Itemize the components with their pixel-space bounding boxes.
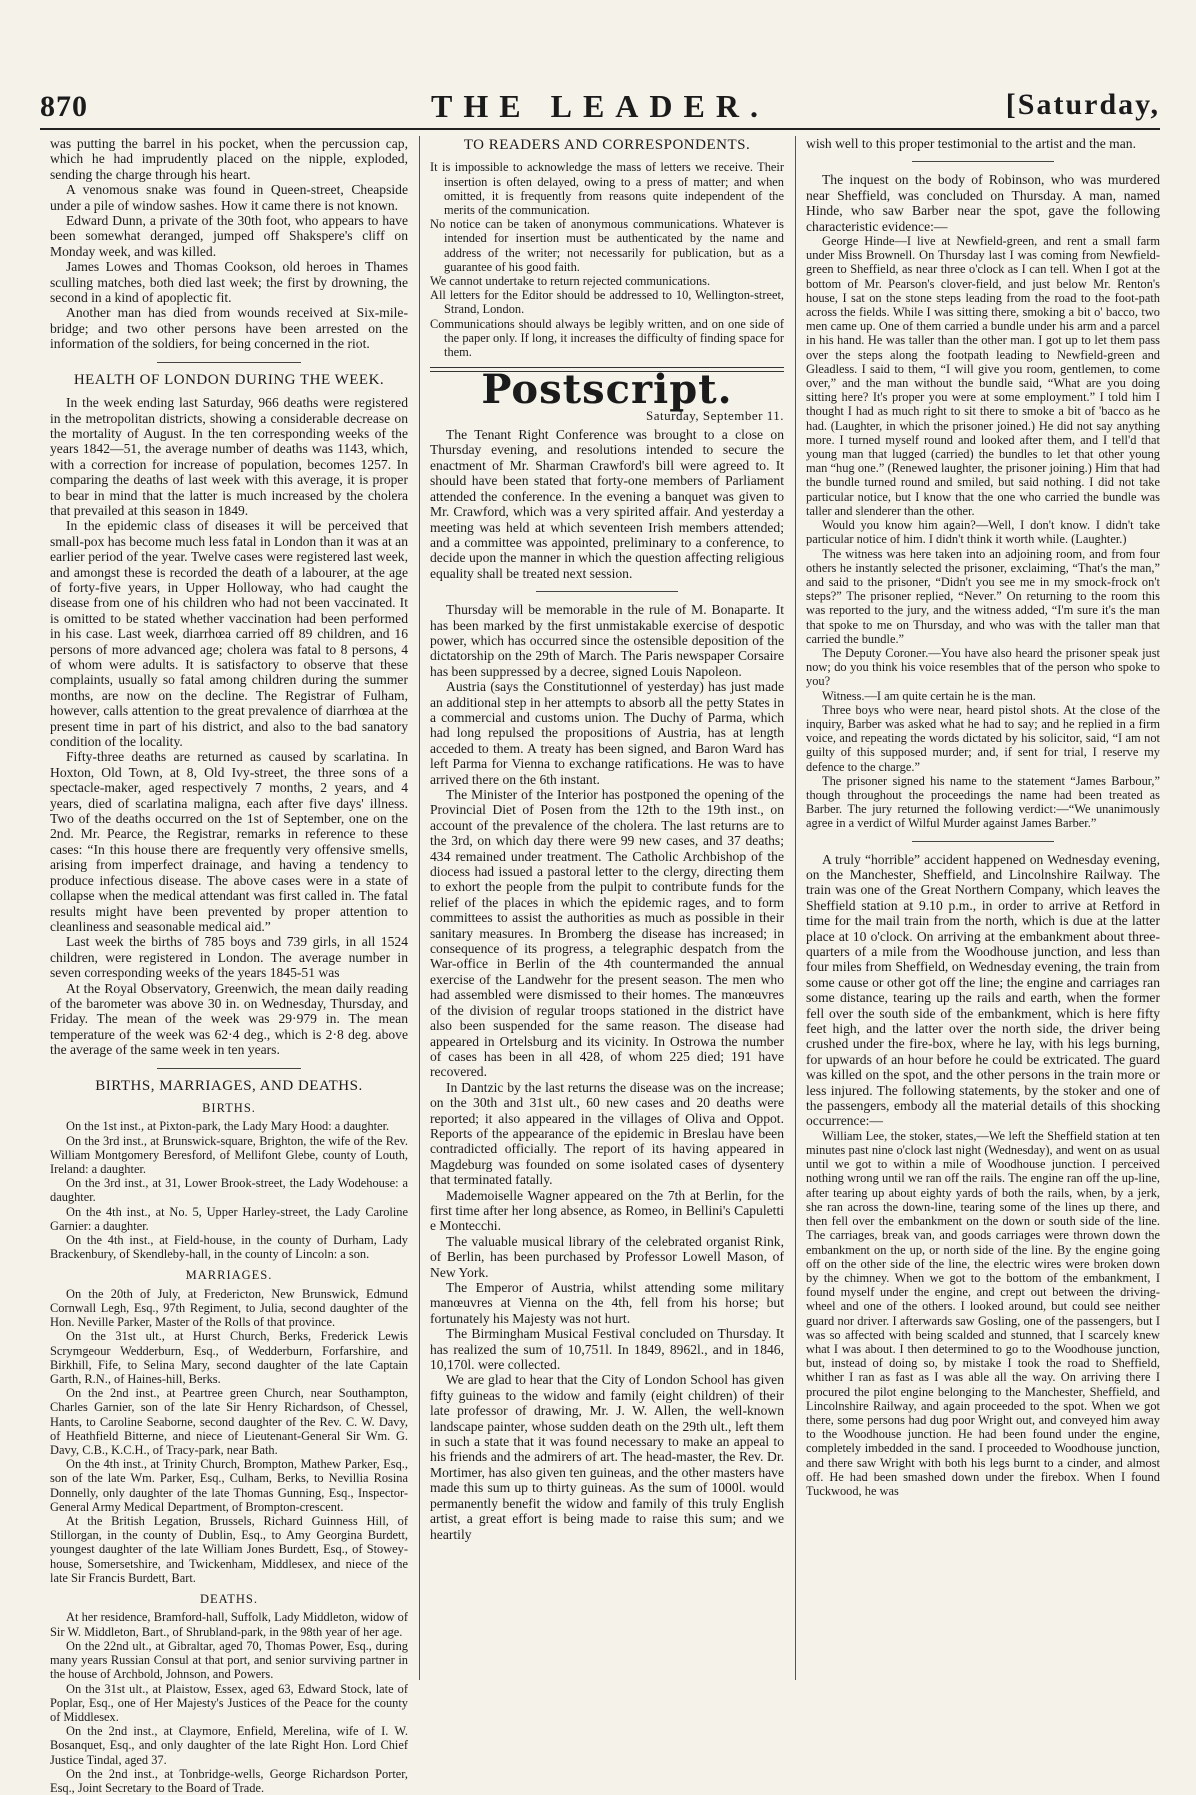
paragraph: A truly “horrible” accident happened on Wednesday evening, on the Manchester, Sheffield, and Lincolnshire Railway. The train was one of the Great Northern Company, which leaves the Sheffield station at 9.10 p.m., in order to arrive at Retford in time for the mail train from the north, which is due at the latter place at 10 o'clock. On arriving at the embankment about three-quarters of a mile from the Woodhouse junction, and less than four miles from Sheffield, on Wednesday evening, the train from some cause or other got off the line; the engine and carriages ran some distance, tearing up the rails and earth, when the former fell over the south side of the embankment, which is here fifty feet high, and the latter over the north side, the driver being crushed under the fire-box, where he lay, with his legs burning, for upwards of an hour before he could be extricated. The guard was killed on the spot, and the other persons in the train more or less injured. The following statements, by the stoker and one of the passengers, embody all the material details of this shocking occurrence:—	[806, 851, 1160, 1129]
column-divider	[795, 136, 796, 1680]
paragraph: Last week the births of 785 boys and 739 girls, in all 1524 children, were registered in London. The average number in seven corresponding weeks of the years 1845-51 was	[50, 934, 408, 981]
paragraph: Mademoiselle Wagner appeared on the 7th at Berlin, for the first time after her long absence, as Romeo, in Bellini's Capuletti e Montecchi.	[430, 1187, 784, 1234]
masthead	[40, 88, 1160, 128]
paragraph: Witness.—I am quite certain he is the man.	[822, 688, 1036, 703]
notice-item: No notice can be taken of anonymous communications. Whatever is intended for insertion must be authenticated by the name and address of the writer; not necessarily for publication, but as a guarantee of his good faith.	[430, 217, 784, 274]
section-divider	[912, 841, 1054, 842]
section-heading: TO READERS AND CORRESPONDENTS.	[463, 137, 751, 153]
paragraph: Thursday will be memorable in the rule of M. Bonaparte. It has been marked by the first unmistakable exercise of despotic power, which has occurred since the ostensible deposition of the dictatorship on the 29th of March. The Paris newspaper Corsaire has been suppressed by a decree, signed Louis Napoleon.	[430, 602, 784, 679]
paragraph: We are glad to hear that the City of London School has given fifty guineas to the widow and family (eight children) of their late professor of drawing, Mr. J. W. Allen, the well-known landscape painter, whose sudden death on the 29th ult., left them in such a state that it was found necessary to make an appeal to his friends and the admirers of art. The head-master, the Rev. Dr. Mortimer, has also given ten guineas, and the other masters have made this sum up to thirty guineas. As the sum of 1000l. would permanently benefit the widow and family of this truly English artist, a great effort is being made to raise this sum; and we heartily	[430, 1372, 784, 1542]
notice-item: All letters for the Editor should be addressed to 10, Wellington-street, Strand, London.	[430, 288, 784, 317]
column-1	[50, 136, 408, 1795]
notice-item: On the 31st ult., at Hurst Church, Berks, Frederick Lewis Scrymgeour Wedderburn, Esq., of Wedderburn, Forfarshire, and Birkhill, Fife, to Selina Mary, second daughter of the late Captain Garth, R.N., of Haines-hill, Berks.	[50, 1329, 408, 1387]
notice-item: On the 1st inst., at Pixton-park, the Lady Mary Hood: a daughter.	[66, 1119, 390, 1134]
paragraph: Another man has died from wounds received at Six-mile-bridge; and two other persons have been arrested on the information of the soldiers, for being concerned in the riot.	[50, 305, 408, 352]
newspaper-title: THE LEADER.	[431, 88, 769, 124]
paragraph: Three boys who were near, heard pistol shots. At the close of the inquiry, Barber was asked what he had to say; and he replied in a firm voice, and repeating the words dictated by his solicitor, said, “I am not guilty of this supposed murder; and, if sent for trial, I reserve my defence to the charge.”	[806, 702, 1160, 774]
notice-item: On the 4th inst., at Field-house, in the county of Durham, Lady Brackenbury, of Skendleby-hall, in the county of Lincoln: a son.	[50, 1233, 408, 1262]
sub-heading: MARRIAGES.	[185, 1268, 273, 1283]
paragraph: William Lee, the stoker, states,—We left the Sheffield station at ten minutes past nine o'clock last night (Wednesday), and went on as usual until we got to within a mile of Woodhouse junction. I perceived nothing wrong until we ran off the rails. The engine ran off the up-line, after tearing up about eighty yards of both the rails, when, by a jerk, she ran across the down-line, tearing some of the lines up there, and then fell over the embankment on the down or south side of the line. The carriages, break van, and goods carriages were thrown down the embankment on the up, or north side of the line. By the engine going off on the other side of the line, the electric wires were broken down by the chimney. When we got to the bottom of the embankment, I found myself under the engine, and crept out between the driving-wheel and one of the others. I looked around, but could see neither guard nor driver. I afterwards saw Gosling, one of the passengers, but I was so affected with being scalded and stunned, that I scarcely knew what I was about. I then determined to go to the Woodhouse junction, but, instead of doing so, by mistake I took the road to Sheffield, whither I ran as fast as I was able all the way. On arriving there I procured the pilot engine belonging to the Manchester, Sheffield, and Lincolnshire Railway, and again proceeded to the spot. When we got there, some persons had dug poor Wright out, and conveyed him away to the Woodhouse junction. He had been found under the engine, completely imbedded in the sand. I proceeded to Woodhouse junction, and there saw Wright with both his legs burnt to a cinder, and almost off. He had been smashed down under the firebox. When I found Tuckwood, he was	[806, 1128, 1160, 1498]
paragraph: The inquest on the body of Robinson, who was murdered near Sheffield, was concluded on Thursday. A man, named Hinde, who saw Barber near the spot, gave the following characteristic evidence:—	[806, 172, 1160, 234]
section-heading: BIRTHS, MARRIAGES, AND DEATHS.	[95, 1077, 363, 1094]
section-divider	[536, 591, 678, 592]
paragraph: Fifty-three deaths are returned as caused by scarlatina. In Hoxton, Old Town, at 8, Old Ivy-street, the three sons of a spectacle-maker, aged respectively 7 months, 2 years, and 4 years, died of scarlatina maligna, each after five days' illness. Two of the deaths occurred on the 1st of September, one on the 2nd. Mr. Pearce, the Registrar, remarks in reference to these cases: “In this house there are frequently very offensive smells, arising from imperfect drainage, and having a tendency to produce infectious disease. The above cases were in a state of collapse when the medical attendant was first called in. The fatal results might have been prevented by proper attention to cleanliness and seasonable medical aid.”	[50, 749, 408, 934]
paragraph: In the week ending last Saturday, 966 deaths were registered in the metropolitan districts, showing a considerable decrease on the mortality of August. In the ten corresponding weeks of the years 1842—51, the average number of deaths was 1143, which, with a correction for increase of population, becomes 1257. In comparing the deaths of last week with this average, it is proper to bear in mind that the latter is much increased by the cholera that prevailed at this season in 1849.	[50, 395, 408, 518]
section-heading: HEALTH OF LONDON DURING THE WEEK.	[73, 371, 385, 388]
sub-heading: DEATHS.	[199, 1592, 259, 1607]
notice-item: On the 22nd ult., at Gibraltar, aged 70, Thomas Power, Esq., during many years Russian Consul at that port, and senior surviving partner in the house of Archbold, Johnson, and Powers.	[50, 1638, 408, 1682]
section-divider	[912, 161, 1054, 162]
paragraph: James Lowes and Thomas Cookson, old heroes in Thames sculling matches, both died last week; the first by drowning, the second in a kind of apoplectic fit.	[50, 259, 408, 306]
paragraph: The Emperor of Austria, whilst attending some military manœuvres at Vienna on the 4th, fell from his horse; but fortunately his Majesty was not hurt.	[430, 1280, 784, 1326]
header-rule	[40, 128, 1160, 130]
notice-item: It is impossible to acknowledge the mass of letters we receive. Their insertion is often delayed, owing to a press of matter; and when omitted, it is frequently from reasons quite independent of the merits of the communication.	[430, 160, 784, 218]
postscript-title: Postscript.	[481, 366, 733, 414]
notice-item: On the 20th of July, at Fredericton, New Brunswick, Edmund Cornwall Legh, Esq., 97th Regiment, to Julia, second daughter of the Hon. Neville Parker, Master of the Rolls of that province.	[50, 1286, 408, 1330]
column-3	[806, 136, 1160, 1680]
section-divider	[157, 1068, 300, 1069]
notice-item: On the 4th inst., at Trinity Church, Brompton, Mathew Parker, Esq., son of the late Wm. Parker, Esq., Culham, Berks, to Nevillia Rosina Donnelly, only daughter of the late Thomas Gunning, Esq., Inspector-General Army Medical Department, of Brompton-crescent.	[50, 1457, 408, 1514]
paragraph: Edward Dunn, a private of the 30th foot, who appears to have been somewhat deranged, jumped off Shakspere's cliff on Monday week, and was killed.	[50, 213, 408, 259]
column-2	[430, 136, 784, 1680]
notice-item: At her residence, Bramford-hall, Suffolk, Lady Middleton, widow of Sir W. Middleton, Bart., of Shrubland-park, in the 98th year of her age.	[50, 1610, 408, 1639]
section-divider	[157, 362, 300, 363]
notice-item: Communications should always be legibly written, and on one side of the paper only. If long, it increases the difficulty of finding space for them.	[430, 316, 784, 360]
notice-item: On the 2nd inst., at Peartree green Church, near Southampton, Charles Garnier, son of the late Sir Henry Richardson, of Chessel, Hants, to Caroline Seaborne, second daughter of the Rev. C. W. Davy, of Heathfield Bitterne, and niece of Lieutenant-General Sir Wm. G. Davy, C.B., K.C.H., of Tracy-park, near Bath.	[50, 1386, 408, 1458]
paragraph: was putting the barrel in his pocket, when the percussion cap, which he had imprudently placed on the nipple, exploded, sending the charge through his heart.	[50, 136, 408, 182]
paragraph: The Birmingham Musical Festival concluded on Thursday. It has realized the sum of 10,751l. In 1849, 8962l., and in 1846, 10,170l. were collected.	[430, 1326, 784, 1373]
issue-day: [Saturday,	[1005, 88, 1160, 121]
paragraph: The Minister of the Interior has postponed the opening of the Provincial Diet of Posen from the 12th to the 19th inst., on account of the prevalence of the cholera. The last returns are to the 3rd, on which day there were 99 new cases, and 37 deaths; 434 remained under treatment. The Catholic Archbishop of the diocess had issued a pastoral letter to the clergy, directing them to exhort the people from the pulpit to contribute funds for the relief of the places in which the epidemic rages, and to form committees to assist the authorities as much as possible in their sanitary measures. In Bromberg the disease has increased; in consequence of its progress, a telegraphic despatch from the War-office in Berlin of the 4th countermanded the annual exercise of the Landwehr for the present season. The men who had assembled were dismissed to their homes. The manœuvres of the division of regular troops stationed in the district have also been suspended for the same reason. The disease had appeared in Ortelsburg and its vicinity. In Ostrowa the number of cases has been in all 428, of whom 225 died; 191 have recovered.	[430, 787, 784, 1080]
paragraph: Austria (says the Constitutionnel of yesterday) has just made an additional step in her attempts to absorb all the petty States in a commercial and customs union. The Duchy of Parma, which had long repulsed the propositions of Austria, has at length acceded to them. A treaty has been signed, and Baron Ward has left Parma for Vienna to exchange ratifications. He was to have arrived there on the 6th instant.	[430, 679, 784, 787]
notice-item: At the British Legation, Brussels, Richard Guinness Hill, of Stillorgan, in the county of Dublin, Esq., to Amy Georgina Burdett, youngest daughter of the late William Jones Burdett, Esq., of Stowey-house, Somersetshire, and Twickenham, Middlesex, and niece of the late Sir Francis Burdett, Bart.	[50, 1514, 408, 1585]
column-divider	[419, 136, 420, 1680]
paragraph: The prisoner signed his name to the statement “James Barbour,” though throughout the proceedings the name had been treated as Barber. The jury returned the following verdict:—“We unanimously agree in a verdict of Wilful Murder against James Barber.”	[806, 773, 1160, 831]
notice-item: We cannot undertake to return rejected communications.	[430, 274, 711, 289]
page-number: 870	[40, 90, 88, 123]
paragraph: A venomous snake was found in Queen-street, Cheapside under a pile of window sashes. How it came there is not known.	[50, 182, 408, 213]
dateline: Saturday, September 11.	[646, 407, 784, 423]
paragraph: At the Royal Observatory, Greenwich, the mean daily reading of the barometer was above 30 in. on Wednesday, Thursday, and Friday. The mean of the week was 29·979 in. The mean temperature of the week was 62·4 deg., which is 2·8 deg. above the average of the same week in ten years.	[50, 980, 408, 1058]
notice-item: On the 3rd inst., at Brunswick-square, Brighton, the wife of the Rev. William Montgomery Beresford, of Mellifont Glebe, county of Louth, Ireland: a daughter.	[50, 1133, 408, 1176]
paragraph: wish well to this proper testimonial to the artist and the man.	[806, 136, 1136, 151]
notice-item: On the 31st ult., at Plaistow, Essex, aged 63, Edward Stock, late of Poplar, Esq., one of Her Majesty's Justices of the Peace for the county of Middlesex.	[50, 1681, 408, 1724]
notice-item: On the 4th inst., at No. 5, Upper Harley-street, the Lady Caroline Garnier: a daughter.	[50, 1204, 408, 1233]
notice-item: On the 2nd inst., at Claymore, Enfield, Merelina, wife of I. W. Bosanquet, Esq., and only daughter of the late Right Hon. Lord Chief Justice Tindal, aged 37.	[50, 1724, 408, 1767]
paragraph: The valuable musical library of the celebrated organist Rink, of Berlin, has been purchased by Professor Lowell Mason, of New York.	[430, 1233, 784, 1280]
paragraph: The Tenant Right Conference was brought to a close on Thursday evening, and resolutions intended to secure the enactment of Mr. Sharman Crawford's bill were agreed to. It should have been stated that forty-one members of Parliament attended the conference. In the evening a banquet was given to Mr. Crawford, which was a very spirited affair. And yesterday a meeting was held at which seventeen Irish members attended; and a committee was appointed, preliminary to a conference, to decide upon the manner in which the question affecting religious equality shall be treated next session.	[430, 427, 784, 581]
sub-heading: BIRTHS.	[202, 1100, 256, 1115]
paragraph: Would you know him again?—Well, I don't know. I didn't take particular notice of him. I didn't think it worth while. (Laughter.)	[806, 518, 1160, 547]
paragraph: In Dantzic by the last returns the disease was on the increase; on the 30th and 31st ult., 60 new cases and 20 deaths were reported; it also appeared in the villages of Oliva and Oppot. Reports of the appearance of the epidemic in Breslau have been contradicted officially. The report of its having appeared in Magdeburg was founded on some isolated cases of dysentery that terminated fatally.	[430, 1079, 784, 1188]
notice-item: On the 3rd inst., at 31, Lower Brook-street, the Lady Wodehouse: a daughter.	[50, 1176, 408, 1205]
paragraph: The Deputy Coroner.—You have also heard the prisoner speak just now; do you think his voice resembles that of the person who spoke to you?	[806, 645, 1160, 689]
paragraph: George Hinde—I live at Newfield-green, and rent a small farm under Miss Brownell. On Thursday last I was coming from Newfield-green to Sheffield, as near three o'clock as I can tell. When I got at the bottom of Mr. Pearson's clover-field, and just below Mr. Renton's house, I sat on the stone steps leading from the road to the foot-path across the fields. While I was sitting there, smoking a bit o' bacco, two men came up. One of them carried a bundle under his arm and a parcel in his hand. He was taller than the other man. I got up to let them pass over the steps along the footpath leading to Newfield-green and Gleadless. I said to them, “I will give you room, gentlemen, to come over,” and the man without the bundle said, “What are you doing sitting here? It's proper you were at some employment.” I told him I thought I had as much right to sit there to smoke a bit of 'bacco as he had. (Laughter, in which the prisoner joined.) He did not say anything more. I turned myself round and looked after them, and I tell'd that young man that lugged (carried) the bundles to let that other young man “hug one.” (Renewed laughter, the prisoner joining.) Him that had the bundle turned round and smiled, but said nothing. I did not take particular notice, but I know that the one who carried the bundle was taller and slenderer than the other.	[806, 234, 1160, 518]
paragraph: In the epidemic class of diseases it will be perceived that small-pox has become much less fatal in London than it was at an earlier period of the year. Twelve cases were registered last week, and amongst these is recorded the death of a labourer, at the age of forty-five years, in Upper Holloway, who had caught the disease from one of his children who had not been vaccinated. It is omitted to be stated whether vaccination had been performed in his case. Last week, diarrhœa carried off 89 children, and 16 persons of more advanced age; cholera was fatal to 8 persons, 4 of whom were adults. It is satisfactory to observe that these complaints, usually so fatal among children during the summer months, are now on the decline. The Registrar of Fulham, however, calls attention to the great prevalence of diarrhœa at the present time in part of his district, and also to the bad sanatory condition of the locality.	[50, 518, 408, 750]
notice-item: On the 2nd inst., at Tonbridge-wells, George Richardson Porter, Esq., Joint Secretary to the Board of Trade.	[50, 1766, 408, 1795]
paragraph: The witness was here taken into an adjoining room, and from four others he instantly selected the prisoner, exclaiming, “That's the man,” and said to the prisoner, “Didn't you see me in my smock-frock on't steps?” The prisoner replied, “Never.” On returning to the room this was reported to the jury, and the witness added, “I'm sure it's the man that spoke to me on Thursday, and who was with the taller man that carried the bundle.”	[806, 546, 1160, 646]
